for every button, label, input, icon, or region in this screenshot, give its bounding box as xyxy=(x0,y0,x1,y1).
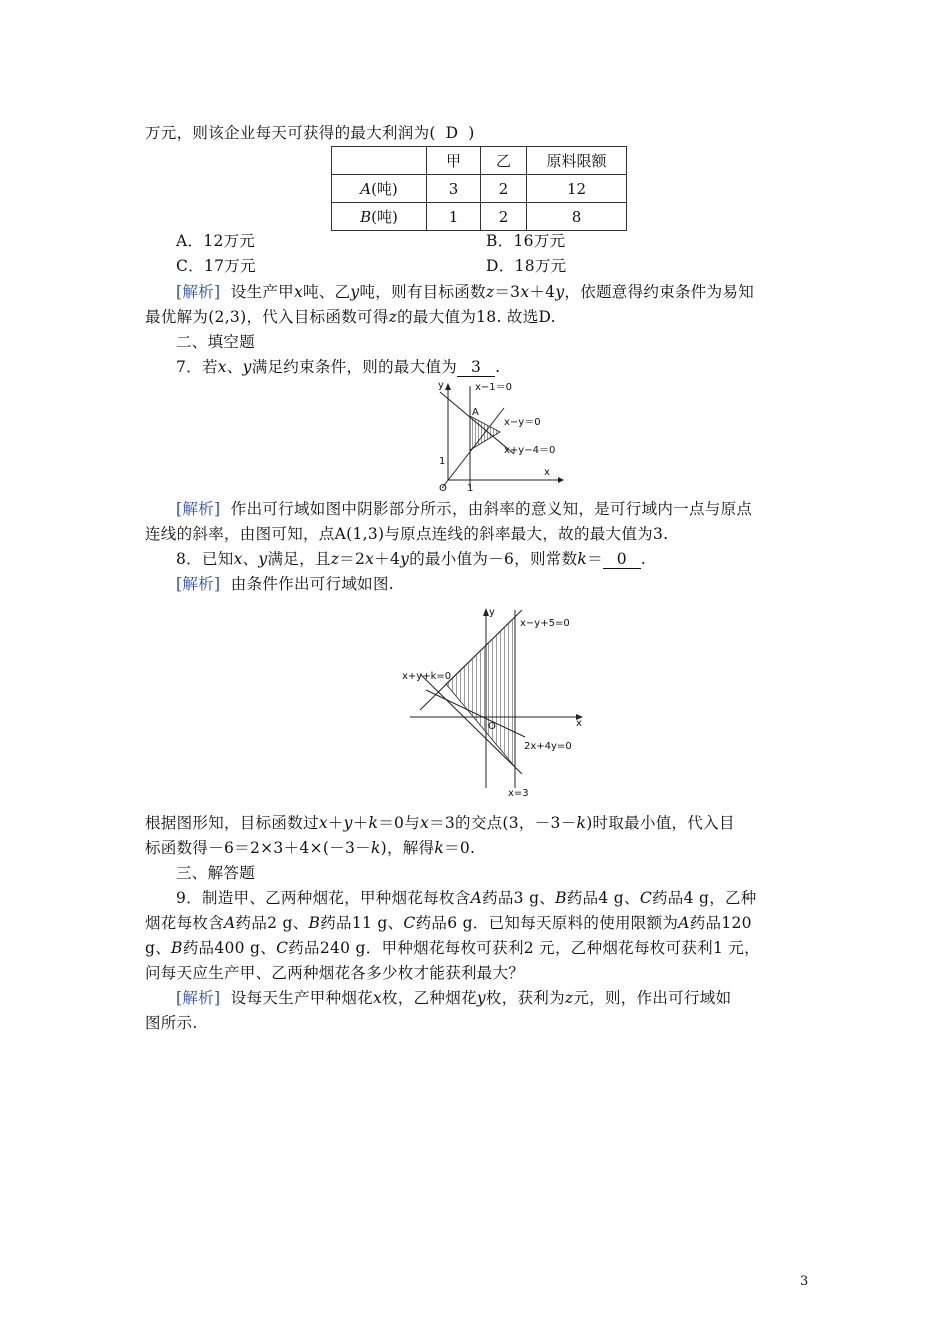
q6-analysis-line-1: [解析] 设生产甲x吨、乙y吨，则有目标函数z＝3x＋4y，依题意得约束条件为易知 xyxy=(176,283,755,301)
origin-label: O xyxy=(488,721,496,732)
line-label-1: x−y+5=0 xyxy=(520,618,570,629)
analysis-tag: [解析] xyxy=(176,575,221,593)
q7-analysis-line-2: 连线的斜率，由图可知，点A(1,3)与原点连线的斜率最大，故的最大值为3. xyxy=(145,525,669,543)
page-number: 3 xyxy=(800,1274,809,1289)
point-a-label: A xyxy=(472,407,479,418)
line-label-3: 2x+4y=0 xyxy=(524,741,572,752)
q9-stem-line-1: 9．制造甲、乙两种烟花，甲种烟花每枚含A药品3 g、B药品4 g、C药品4 g，乙种 xyxy=(176,889,757,907)
table-header-row: 甲 乙 原料限额 xyxy=(332,147,627,175)
q9-stem-line-4: 问每天应生产甲、乙两种烟花各多少枚才能获利最大？ xyxy=(145,964,525,982)
line-label-2: x+y+k=0 xyxy=(402,671,452,682)
q9-stem-line-2: 烟花每枚含A药品2 g、B药品11 g、C药品6 g．已知每天原料的使用限额为A药品120 xyxy=(145,914,752,932)
q6-options-row-1 xyxy=(176,229,810,253)
line-label-2: x−y＝0 xyxy=(504,417,541,428)
q8-conclusion-line-2: 标函数得－6＝2×3＋4×(－3－k)，解得k＝0. xyxy=(145,839,476,857)
q7-feasible-region-figure xyxy=(418,378,566,493)
q8-conclusion-line-1: 根据图形知，目标函数过x＋y＋k＝0与x＝3的交点(3，－3－k)时取最小值，代入目 xyxy=(145,814,735,832)
q6-stem: 万元，则该企业每天可获得的最大利润为( D ) xyxy=(145,121,810,145)
tick-one-y: 1 xyxy=(439,456,446,467)
option-c: C．17万元 xyxy=(176,257,256,275)
analysis-tag: [解析] xyxy=(176,989,221,1007)
q9-analysis-line-1: [解析] 设每天生产甲种烟花x枚，乙种烟花y枚，获利为z元，则，作出可行域如 xyxy=(176,989,732,1007)
x-label: x xyxy=(576,718,582,729)
q8-answer: 0 xyxy=(603,550,641,569)
q8-feasible-region-figure xyxy=(400,602,590,798)
option-b: B．16万元 xyxy=(486,232,566,250)
section-heading-answer: 三、解答题 xyxy=(176,864,256,882)
x-label: x xyxy=(544,467,550,478)
q9-analysis-line-2: 图所示. xyxy=(145,1014,198,1032)
q6-answer: D xyxy=(445,124,459,142)
y-axis-arrow xyxy=(445,383,451,390)
q6-analysis-line-2: 最优解为(2,3)，代入目标函数可得z的最大值为18. 故选D. xyxy=(145,308,556,326)
q6-material-table xyxy=(331,146,627,231)
table-row: A(吨) 3 2 12 xyxy=(332,175,627,203)
y-label: y xyxy=(489,607,495,618)
shaded-region xyxy=(446,617,515,767)
table-row: B(吨) 1 2 8 xyxy=(332,203,627,231)
line-label-1: x−1＝0 xyxy=(475,382,513,393)
q7-analysis-line-1: [解析] 作出可行域如图中阴影部分所示，由斜率的意义知，是可行域内一点与原点 xyxy=(176,500,753,518)
line-label-4: x=3 xyxy=(508,788,529,798)
q8-stem: 8．已知x、y满足，且z＝2x＋4y的最小值为－6，则常数k＝ 0 . xyxy=(176,550,647,568)
analysis-tag: [解析] xyxy=(176,283,221,301)
q7-stem: 7．若x、y满足约束条件，则的最大值为 3 . xyxy=(176,358,501,376)
section-heading-fill-blank: 二、填空题 xyxy=(176,333,256,351)
y-label: y xyxy=(438,380,444,391)
q6-options-row-2 xyxy=(176,254,810,278)
option-a: A．12万元 xyxy=(176,232,256,250)
q9-stem-line-3: g、B药品400 g、C药品240 g．甲种烟花每枚可获利2 元，乙种烟花每枚可获利1 元， xyxy=(145,939,760,957)
option-d: D．18万元 xyxy=(486,257,567,275)
analysis-tag: [解析] xyxy=(176,500,221,518)
q7-answer: 3 xyxy=(457,358,495,377)
line-label-3: x+y−4＝0 xyxy=(504,445,556,456)
q8-analysis-line: [解析] 由条件作出可行域如图. xyxy=(176,575,394,593)
x-axis-arrow xyxy=(558,477,564,483)
origin-label: O xyxy=(439,483,447,493)
tick-one-x: 1 xyxy=(467,483,474,493)
